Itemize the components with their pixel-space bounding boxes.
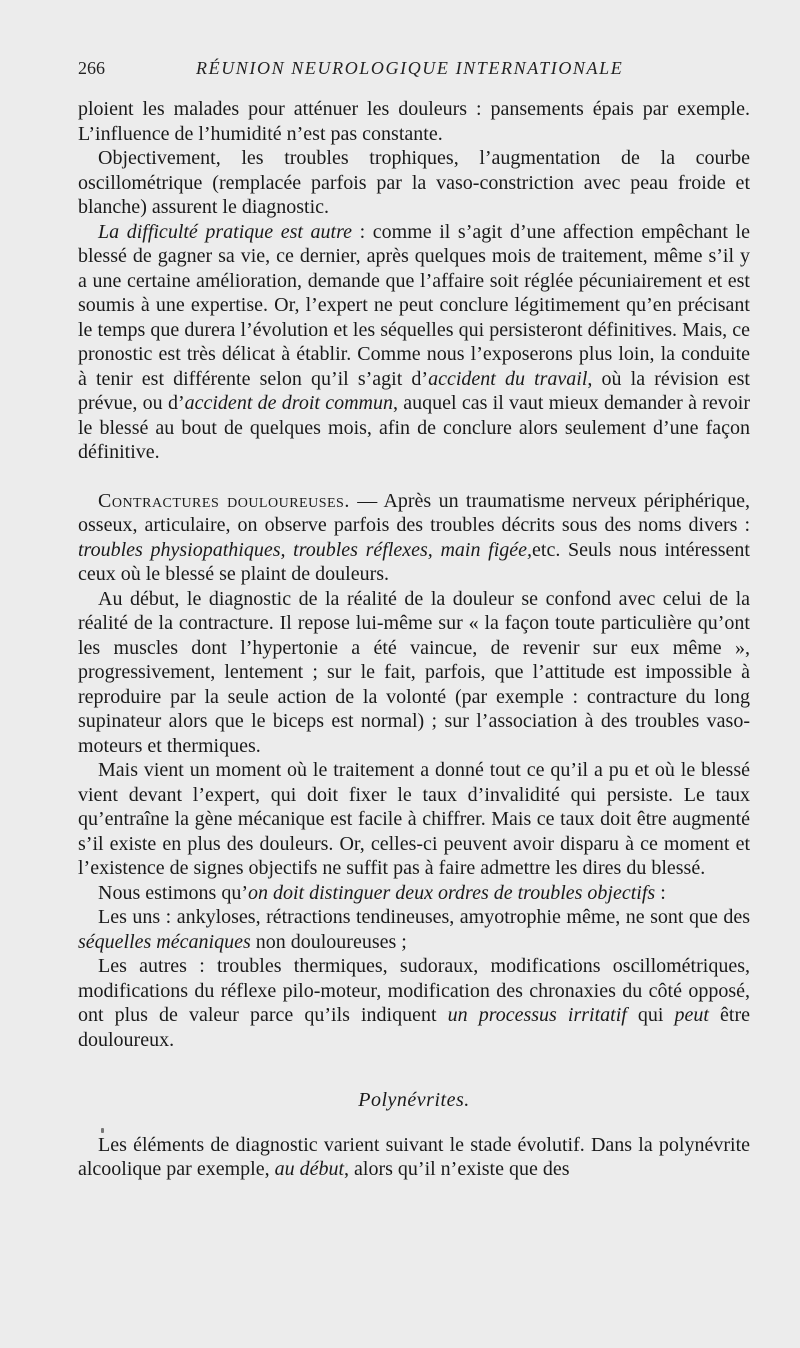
paragraph-contractures: Contractures douloureuses. — Après un traumatisme nerveux périphérique, osseux, articulaire, on observe parfois des troubles décrits sous des noms divers : troubles physiopathiques, troubles réflexes, main figée,etc. Seuls nous intéressent ceux où le blessé se plaint de douleurs.: [78, 489, 750, 585]
italic-lead: La difficulté pratique est autre: [98, 220, 353, 243]
paragraph-difficulte: La difficulté pratique est autre : comme il s’agit d’une affection empêchant le blessé de gagner sa vie, ce dernier, après quelques mois de traitement, même s’il y a une certaine amélioration, demande que l’affaire soit réglée pécuniairement et est soumis à une expertise. Or, l’expert ne peut conclure légitimement qu’en précisant le temps que durera l’évolution et les séquelles qui persisteront définitives. Mais, ce pronostic est très délicat à établir. Comme nous l’exposerons plus loin, la conduite à tenir est différente selon qu’il s’agit d’accident du travail, où la révision est prévue, ou d’accident de droit commun, auquel cas il vaut mieux demander à revoir le blessé au bout de quelques mois, afin de conclure alors seulement d’une façon définitive.: [78, 220, 751, 463]
ink-speck: [101, 1128, 104, 1133]
section-heading-contractures: Contractures douloureuses.: [98, 489, 350, 512]
running-title: RÉUNION NEUROLOGIQUE INTERNATIONALE: [196, 58, 624, 78]
paragraph-polynevrites: Les éléments de diagnostic varient suivant le stade évolutif. Dans la polynévrite alcoolique par exemple, au début, alors qu’il n’existe que des: [78, 1133, 750, 1180]
page-number: 266: [78, 58, 105, 78]
paragraph-au-debut: Au début, le diagnostic de la réalité de la douleur se confond avec celui de la réalité de la contracture. Il repose lui-même sur « la façon toute particulière qu’ont les muscles dont l’hypertonie a été vaincue, de revenir sur eux même », progressivement, lentement ; sur le fait, parfois, que l’attitude est impossible à reproduire par la seule action de la volonté (par exemple : contracture du long supinateur alors que le biceps est normal) ; sur l’association à des troubles vaso-moteurs et thermiques.: [78, 587, 750, 757]
paragraph-continued: ploient les malades pour atténuer les douleurs : pansements épais par exemple. L’influence de l’humidité n’est pas constante.: [78, 98, 750, 145]
paragraph-objectivement: Objectivement, les troubles trophiques, l’augmentation de la courbe oscillométrique (remplacée parfois par la vaso-constriction avec peau froide et blanche) assurent le diagnostic.: [78, 147, 750, 218]
body-text: [78, 97, 750, 1182]
paragraph-mais-vient: Mais vient un moment où le traitement a donné tout ce qu’il a pu et où le blessé vient devant l’expert, qui doit fixer le taux d’invalidité qui persiste. Le taux qu’entraîne la gène mécanique est facile à chiffrer. Mais ce taux doit être augmenté s’il existe en plus des douleurs. Or, celles-ci peuvent avoir disparu à ce moment et l’existence de signes objectifs ne suffit pas à faire admettre les dires du blessé.: [78, 759, 750, 879]
paragraph-nous-estimons: Nous estimons qu’on doit distinguer deux ordres de troubles objectifs :: [98, 881, 666, 904]
section-heading-polynevrites: Polynévrites.: [358, 1089, 470, 1111]
section-gap: [78, 465, 750, 489]
paragraph-les-autres: Les autres : troubles thermiques, sudoraux, modifications oscillométriques, modifications du réflexe pilo-moteur, modification des chronaxies du côté opposé, ont plus de valeur parce qu’ils indiquent un processus irritatif qui peut être douloureux.: [78, 955, 750, 1051]
running-header: [78, 58, 668, 84]
paragraph-les-uns: Les uns : ankyloses, rétractions tendineuses, amyotrophie même, ne sont que des séquelles mécaniques non douloureuses ;: [78, 906, 750, 953]
